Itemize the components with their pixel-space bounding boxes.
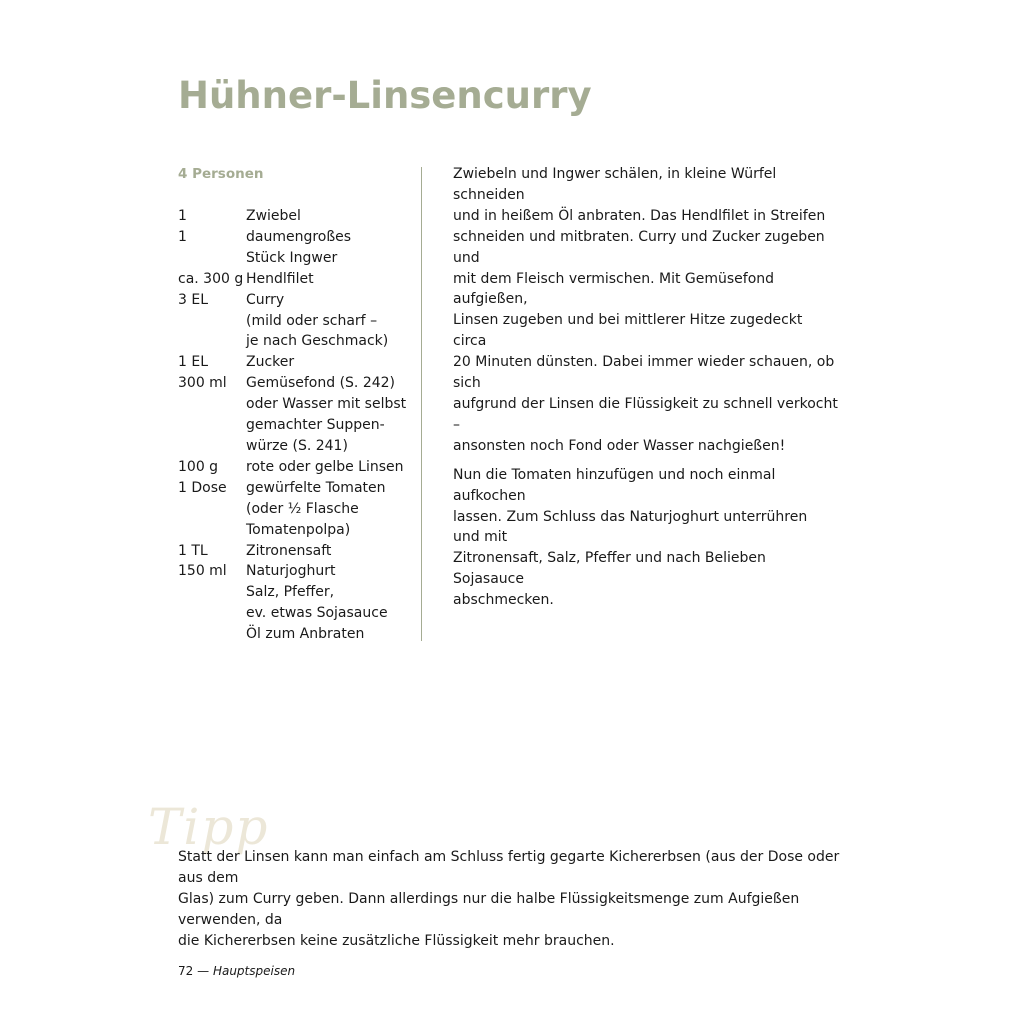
ingredient-list xyxy=(178,206,410,645)
recipe-title: Hühner-Linsencurry xyxy=(178,74,592,117)
ingredient-name: rote oder gelbe Linsen xyxy=(246,458,404,475)
column-divider xyxy=(421,167,422,641)
ingredient-row xyxy=(178,206,410,227)
ingredient-name: Curry (mild oder scharf – je nach Geschmack) xyxy=(246,291,389,350)
ingredient-name: Öl zum Anbraten xyxy=(246,626,365,643)
servings-label: 4 Personen xyxy=(178,166,264,182)
ingredient-row xyxy=(178,582,410,624)
ingredient-quantity: 1 xyxy=(178,228,187,245)
ingredient-quantity: 3 EL xyxy=(178,291,209,308)
footer-separator: — xyxy=(197,964,210,978)
ingredient-quantity: 1 Dose xyxy=(178,479,227,496)
ingredient-row xyxy=(178,269,410,290)
ingredient-quantity xyxy=(178,582,246,624)
ingredient-name: Zucker xyxy=(246,354,295,371)
ingredient-name: Gemüsefond (S. 242) oder Wasser mit selbst gemachter Suppen- würze (S. 241) xyxy=(246,375,407,454)
page-footer xyxy=(178,962,295,980)
ingredients-column xyxy=(178,164,410,645)
ingredient-name: gewürfelte Tomaten (oder ½ Flasche Tomatenpolpa) xyxy=(246,479,386,538)
ingredient-quantity: 1 xyxy=(178,208,187,224)
ingredient-name: Naturjoghurt xyxy=(246,563,336,580)
ingredient-quantity: 100 g xyxy=(178,458,219,475)
ingredient-name: Hendlfilet xyxy=(246,270,314,287)
ingredient-quantity: 1 TL xyxy=(178,542,208,559)
ingredient-quantity xyxy=(178,624,246,645)
tip-text: Statt der Linsen kann man einfach am Schluss fertig gegarte Kichererbsen (aus der Dose oder aus dem Glas) zum Curry geben. Dann allerdings nur die halbe Flüssigkeitsmenge zum Aufgießen verwenden, da die Kichererbsen keine zusätzliche Flüssigkeit mehr brauchen. xyxy=(178,849,840,949)
ingredient-quantity: ca. 300 g xyxy=(178,270,244,287)
ingredient-row xyxy=(178,290,410,353)
ingredient-row xyxy=(178,478,410,541)
ingredient-row xyxy=(178,352,410,373)
tip-label: Tipp xyxy=(148,798,270,856)
ingredient-row xyxy=(178,457,410,478)
instruction-paragraph: Zwiebeln und Ingwer schälen, in kleine Würfel schneiden und in heißem Öl anbraten. Das Hendlfilet in Streifen schneiden und mitbraten. Curry und Zucker zugeben und mit dem Fleisch vermischen. Mit Gemüsefond aufgießen, Linsen zugeben und bei mittlerer Hitze zugedeckt circa 20 Minuten dünsten. Dabei immer wieder schauen, ob sich aufgrund der Linsen die Flüssigkeit zu schnell verkocht – ansonsten noch Fond oder Wasser nachgießen! xyxy=(453,166,838,454)
ingredient-row xyxy=(178,373,410,457)
ingredient-row xyxy=(178,561,410,582)
ingredient-row xyxy=(178,227,410,269)
section-name: Hauptspeisen xyxy=(212,964,296,978)
ingredient-name: Salz, Pfeffer, ev. etwas Sojasauce xyxy=(246,584,388,622)
ingredient-name: Zitronensaft xyxy=(246,542,332,559)
ingredient-quantity: 1 EL xyxy=(178,354,209,371)
instructions-column xyxy=(453,164,838,619)
page-number: 72 xyxy=(178,964,194,978)
ingredient-name: daumengroßes Stück Ingwer xyxy=(246,228,352,266)
ingredient-quantity: 300 ml xyxy=(178,375,227,392)
ingredient-row xyxy=(178,541,410,562)
ingredient-row xyxy=(178,624,410,645)
ingredient-name: Zwiebel xyxy=(246,208,301,224)
ingredient-quantity: 150 ml xyxy=(178,563,227,580)
instruction-paragraph: Nun die Tomaten hinzufügen und noch einmal aufkochen lassen. Zum Schluss das Naturjoghurt unterrühren und mit Zitronensaft, Salz, Pfeffer und nach Belieben Sojasauce abschmecken. xyxy=(453,466,808,609)
